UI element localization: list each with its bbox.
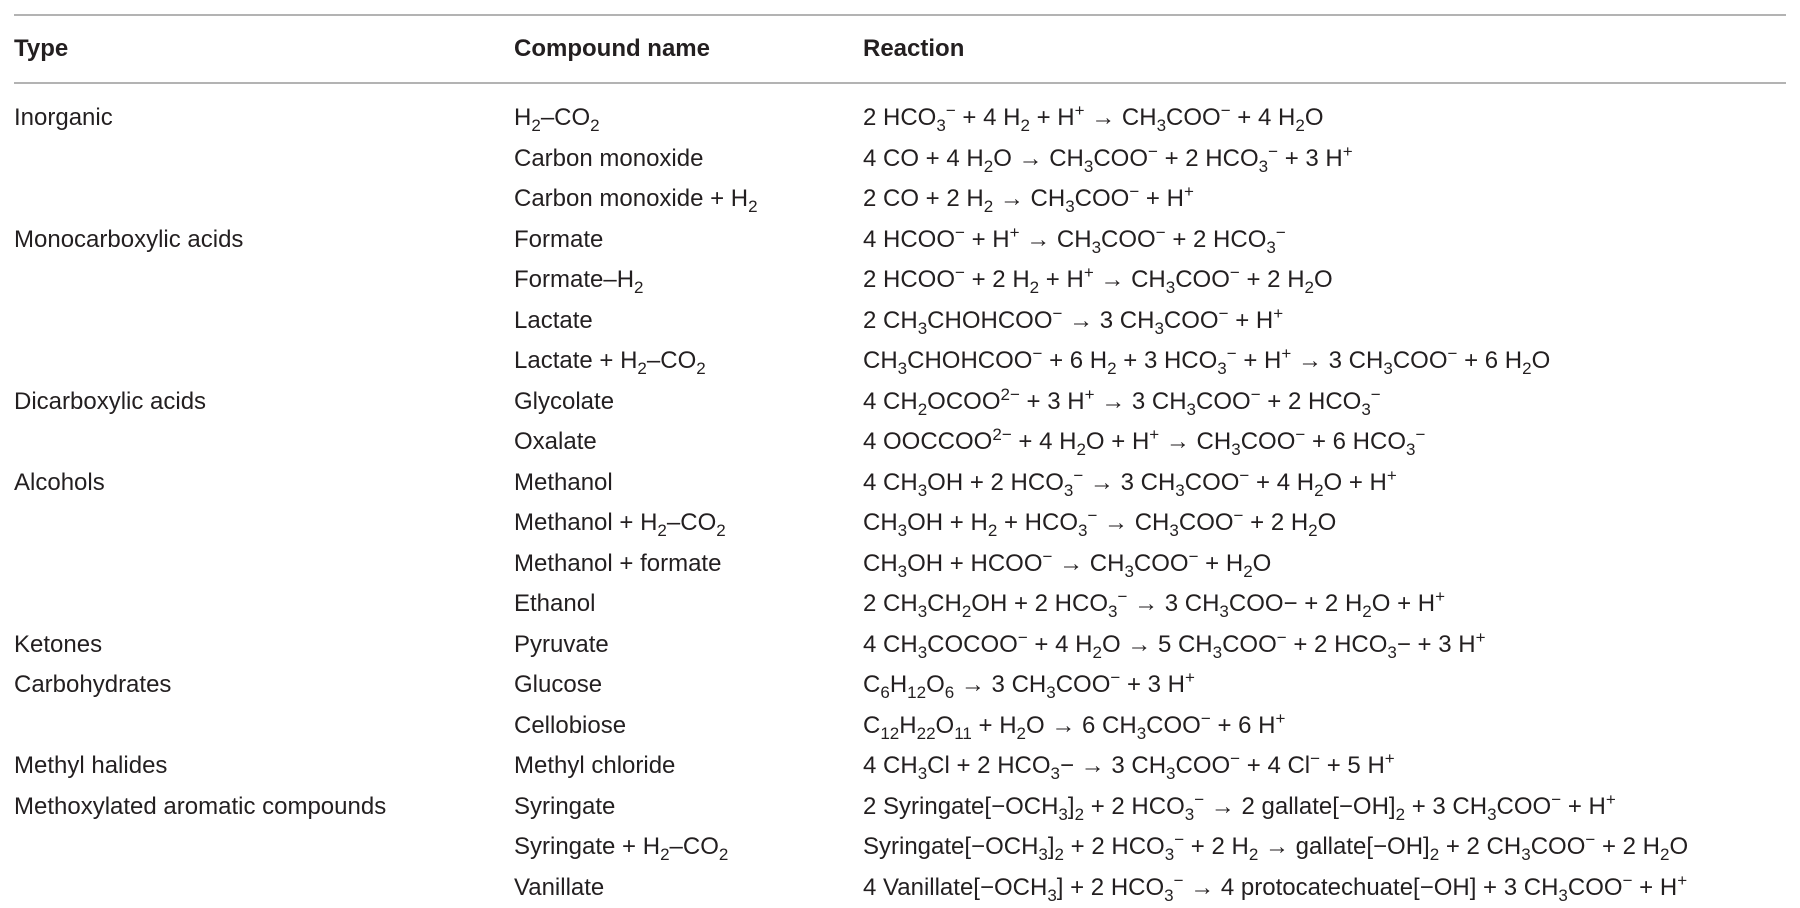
type-cell bbox=[14, 179, 514, 220]
table-row bbox=[14, 301, 1786, 342]
type-cell bbox=[14, 503, 514, 544]
reaction-cell: 2 CO + 2 $H_2 \to CH_3COO^- + H^+$ bbox=[863, 179, 1786, 220]
compound-name-cell: Pyruvate bbox=[514, 625, 863, 666]
type-cell bbox=[14, 544, 514, 585]
compound-name-cell: Formate–$H_2$ bbox=[514, 260, 863, 301]
type-cell: Methoxylated aromatic compounds bbox=[14, 787, 514, 828]
type-cell: Dicarboxylic acids bbox=[14, 382, 514, 423]
compound-name-cell: Vanillate bbox=[514, 868, 863, 908]
table-row bbox=[14, 868, 1786, 908]
compound-name-cell: Oxalate bbox=[514, 422, 863, 463]
table-body bbox=[14, 83, 1786, 908]
table-row bbox=[14, 665, 1786, 706]
table-row bbox=[14, 544, 1786, 585]
compound-name-cell: Lactate + $H_2-CO_2$ bbox=[514, 341, 863, 382]
type-cell: Alcohols bbox=[14, 463, 514, 504]
reaction-cell: 4 $CH_3Cl + 2$ $HCO_3- \to 3$ $CH_3COO^- + 4$ Cl− + 5 H+ bbox=[863, 746, 1786, 787]
table-row bbox=[14, 827, 1786, 868]
type-cell bbox=[14, 584, 514, 625]
reaction-cell: 4 $CH_3OH + 2$ $HCO_3^- \to 3$ $CH_3COO^- + 4$ $H_2O + H^+$ bbox=[863, 463, 1786, 504]
table-row bbox=[14, 787, 1786, 828]
compound-name-cell: Glucose bbox=[514, 665, 863, 706]
reaction-cell: 4 $Vanillate[-OCH_3] + 2$ $HCO_3^- \to 4$ protocatechuate[−OH] + 3 $CH_3COO^- + H^+$ bbox=[863, 868, 1786, 908]
type-cell bbox=[14, 341, 514, 382]
compound-name-cell: Carbon monoxide bbox=[514, 139, 863, 180]
reaction-cell: $CH_3CHOHCOO^- + 6$ $H_2 + 3$ $HCO_3^- + H^+ \to 3$ $CH_3COO^- + 6$ $H_2O$ bbox=[863, 341, 1786, 382]
table-row bbox=[14, 584, 1786, 625]
table-row bbox=[14, 179, 1786, 220]
type-cell bbox=[14, 868, 514, 908]
compound-name-cell: Cellobiose bbox=[514, 706, 863, 747]
reaction-cell: 2 $HCO_3^- + 4$ $H_2 + H^+ \to CH_3COO^- + 4$ $H_2O$ bbox=[863, 83, 1786, 139]
compound-name-cell: $H_2-CO_2$ bbox=[514, 83, 863, 139]
reaction-cell: 2 $CH_3CHOHCOO^- \to 3$ $CH_3COO^- + H^+$ bbox=[863, 301, 1786, 342]
type-cell bbox=[14, 301, 514, 342]
type-cell: Monocarboxylic acids bbox=[14, 220, 514, 261]
reaction-cell: 4 CO + 4 $H_2O \to CH_3COO^- + 2$ $HCO_3^- + 3$ H+ bbox=[863, 139, 1786, 180]
table-row bbox=[14, 463, 1786, 504]
reaction-cell: 4 $CH_3COCOO^- + 4$ $H_2O \to 5$ $CH_3COO^- + 2$ $HCO_3- + 3$ H+ bbox=[863, 625, 1786, 666]
table-row bbox=[14, 83, 1786, 139]
type-cell bbox=[14, 260, 514, 301]
compound-name-cell: Glycolate bbox=[514, 382, 863, 423]
table-row bbox=[14, 139, 1786, 180]
type-cell bbox=[14, 827, 514, 868]
table-row bbox=[14, 422, 1786, 463]
table-row bbox=[14, 341, 1786, 382]
reaction-cell: 2 HCOO− + 2 $H_2 + H^+ \to CH_3COO^- + 2$ $H_2O$ bbox=[863, 260, 1786, 301]
reaction-table bbox=[14, 14, 1786, 908]
compound-name-cell: Syringate bbox=[514, 787, 863, 828]
header-row bbox=[14, 15, 1786, 83]
type-cell: Carbohydrates bbox=[14, 665, 514, 706]
reaction-cell: $CH_3OH + H_2 + HCO_3^- \to CH_3COO^- + 2$ $H_2O$ bbox=[863, 503, 1786, 544]
table-row bbox=[14, 260, 1786, 301]
table-row bbox=[14, 625, 1786, 666]
type-cell: Methyl halides bbox=[14, 746, 514, 787]
reaction-cell: 4 $CH_2OCOO^{2-} + 3$ H+ → 3 $CH_3COO^- + 2$ $HCO_3^-$ bbox=[863, 382, 1786, 423]
type-cell bbox=[14, 139, 514, 180]
compound-name-cell: Methanol + $H_2-CO_2$ bbox=[514, 503, 863, 544]
compound-name-cell: Ethanol bbox=[514, 584, 863, 625]
type-cell bbox=[14, 422, 514, 463]
table-row bbox=[14, 706, 1786, 747]
header-compound-name: Compound name bbox=[514, 15, 863, 83]
compound-name-cell: Lactate bbox=[514, 301, 863, 342]
reaction-cell: $Syringate[-OCH_3]_2 + 2$ $HCO_3^- + 2$ $H_2$ → $gallate[-OH]_2 + 2$ $CH_3COO^- + 2$ $H_2O$ bbox=[863, 827, 1786, 868]
compound-name-cell: Methanol + formate bbox=[514, 544, 863, 585]
type-cell: Ketones bbox=[14, 625, 514, 666]
header-reaction: Reaction bbox=[863, 15, 1786, 83]
compound-name-cell: Methyl chloride bbox=[514, 746, 863, 787]
header-type: Type bbox=[14, 15, 514, 83]
compound-name-cell: Syringate + $H_2-CO_2$ bbox=[514, 827, 863, 868]
table-row bbox=[14, 382, 1786, 423]
reaction-cell: $CH_3OH$ + HCOO− → $CH_3COO^- + H_2O$ bbox=[863, 544, 1786, 585]
table-header bbox=[14, 15, 1786, 83]
type-cell: Inorganic bbox=[14, 83, 514, 139]
reaction-cell: 4 HCOO− + $H^+ \to CH_3COO^- + 2$ $HCO_3^-$ bbox=[863, 220, 1786, 261]
reaction-cell: 2 $Syringate[-OCH_3]_2 + 2$ $HCO_3^- \to 2$ $gallate[-OH]_2 + 3$ $CH_3COO^- + H^+$ bbox=[863, 787, 1786, 828]
compound-name-cell: Formate bbox=[514, 220, 863, 261]
reaction-cell: 2 $CH_3CH_2OH + 2$ $HCO_3^- \to 3$ $CH_3COO- + 2$ $H_2O + H^+$ bbox=[863, 584, 1786, 625]
type-cell bbox=[14, 706, 514, 747]
table-row bbox=[14, 746, 1786, 787]
reaction-cell: $C_{12}H_{22}O_{11} + H_2O \to 6$ $CH_3COO^- + 6$ H+ bbox=[863, 706, 1786, 747]
reaction-table-container bbox=[14, 14, 1786, 908]
table-row bbox=[14, 503, 1786, 544]
compound-name-cell: Methanol bbox=[514, 463, 863, 504]
reaction-cell: 4 $OOCCOO^{2-} + 4$ $H_2O + H^+ \to CH_3COO^- + 6$ $HCO_3^-$ bbox=[863, 422, 1786, 463]
reaction-cell: $C_6H_{12}O_6 \to 3$ $CH_3COO^- + 3$ H+ bbox=[863, 665, 1786, 706]
table-row bbox=[14, 220, 1786, 261]
compound-name-cell: Carbon monoxide + $H_2$ bbox=[514, 179, 863, 220]
